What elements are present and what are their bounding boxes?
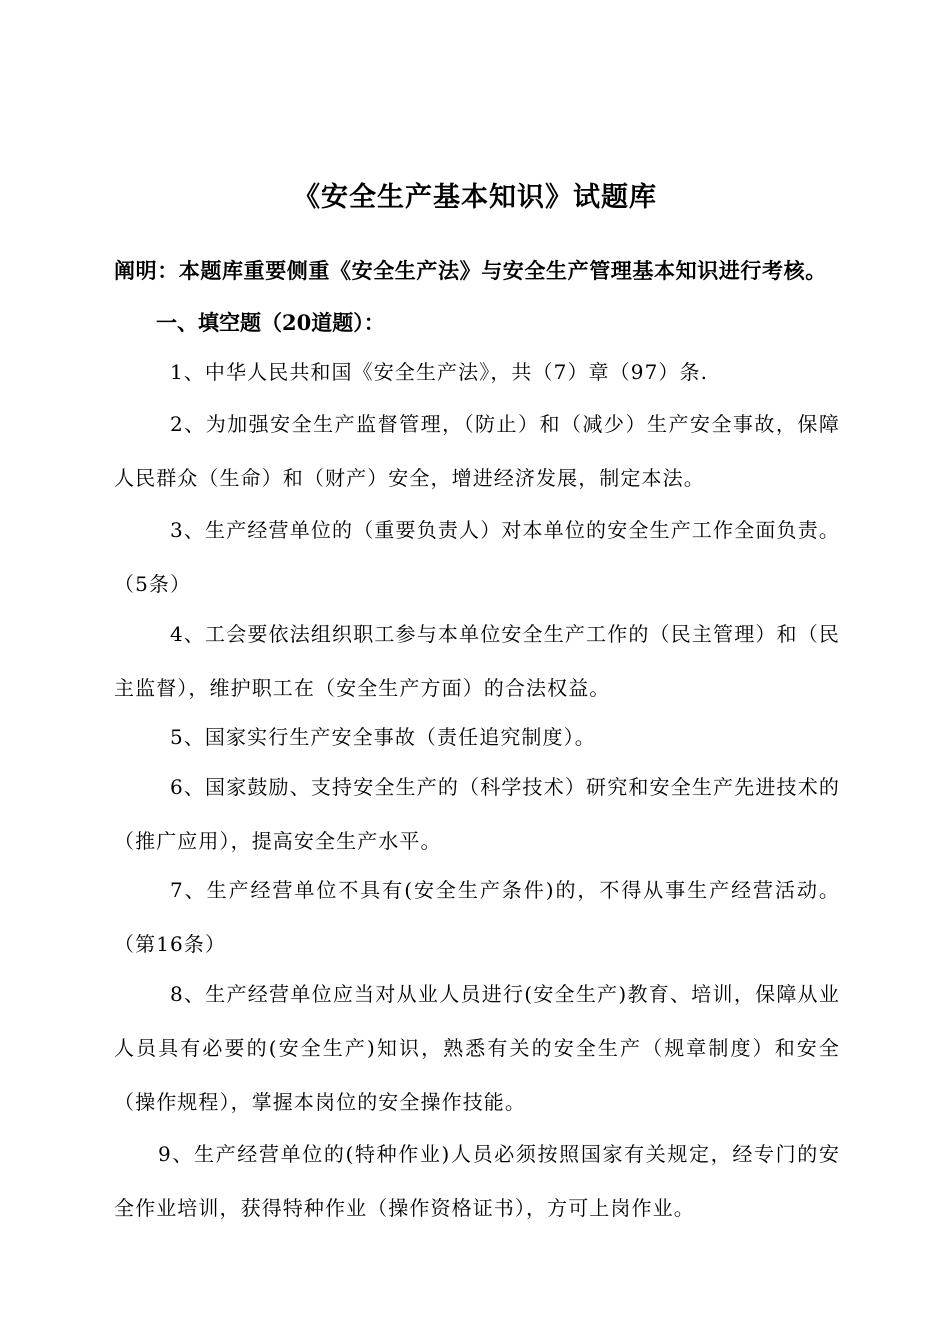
page-title: 《安全生产基本知识》试题库 [293,182,657,213]
question-item: 2、为加强安全生产监督管理，（防止）和（减少）生产安全事故，保障人民群众（生命）和（财产）安全，增进经济发展，制定本法。 [114,412,840,490]
question-item: 5、国家实行生产安全事故（责任追究制度）。 [170,725,596,749]
intro-statement: 阐明：本题库重要侧重《安全生产法》与安全生产管理基本知识进行考核。 [114,258,827,283]
section-heading: 一、填空题（20道题）： [156,310,385,335]
question-item: 4、工会要依法组织职工参与本单位安全生产工作的（民主管理）和（民主监督），维护职工在（安全生产方面）的合法权益。 [114,622,840,700]
question-item: 8、生产经营单位应当对从业人员进行(安全生产)教育、培训，保障从业人员具有必要的(安全生产)知识，熟悉有关的安全生产（规章制度）和安全（操作规程），掌握本岗位的安全操作技能。 [114,982,840,1114]
question-item: 7、生产经营单位不具有(安全生产条件)的，不得从事生产经营活动。（第16条） [114,878,840,956]
question-item: 3、生产经营单位的（重要负责人）对本单位的安全生产工作全面负责。（5条） [114,518,840,596]
question-item: 1、中华人民共和国《安全生产法》，共（7）章（97）条. [170,360,709,384]
question-item: 9、生产经营单位的(特种作业)人员必须按照国家有关规定，经专门的安全作业培训，获得特种作业（操作资格证书），方可上岗作业。 [114,1142,840,1220]
question-item: 6、国家鼓励、支持安全生产的（科学技术）研究和安全生产先进技术的（推广应用），提高安全生产水平。 [114,775,840,853]
